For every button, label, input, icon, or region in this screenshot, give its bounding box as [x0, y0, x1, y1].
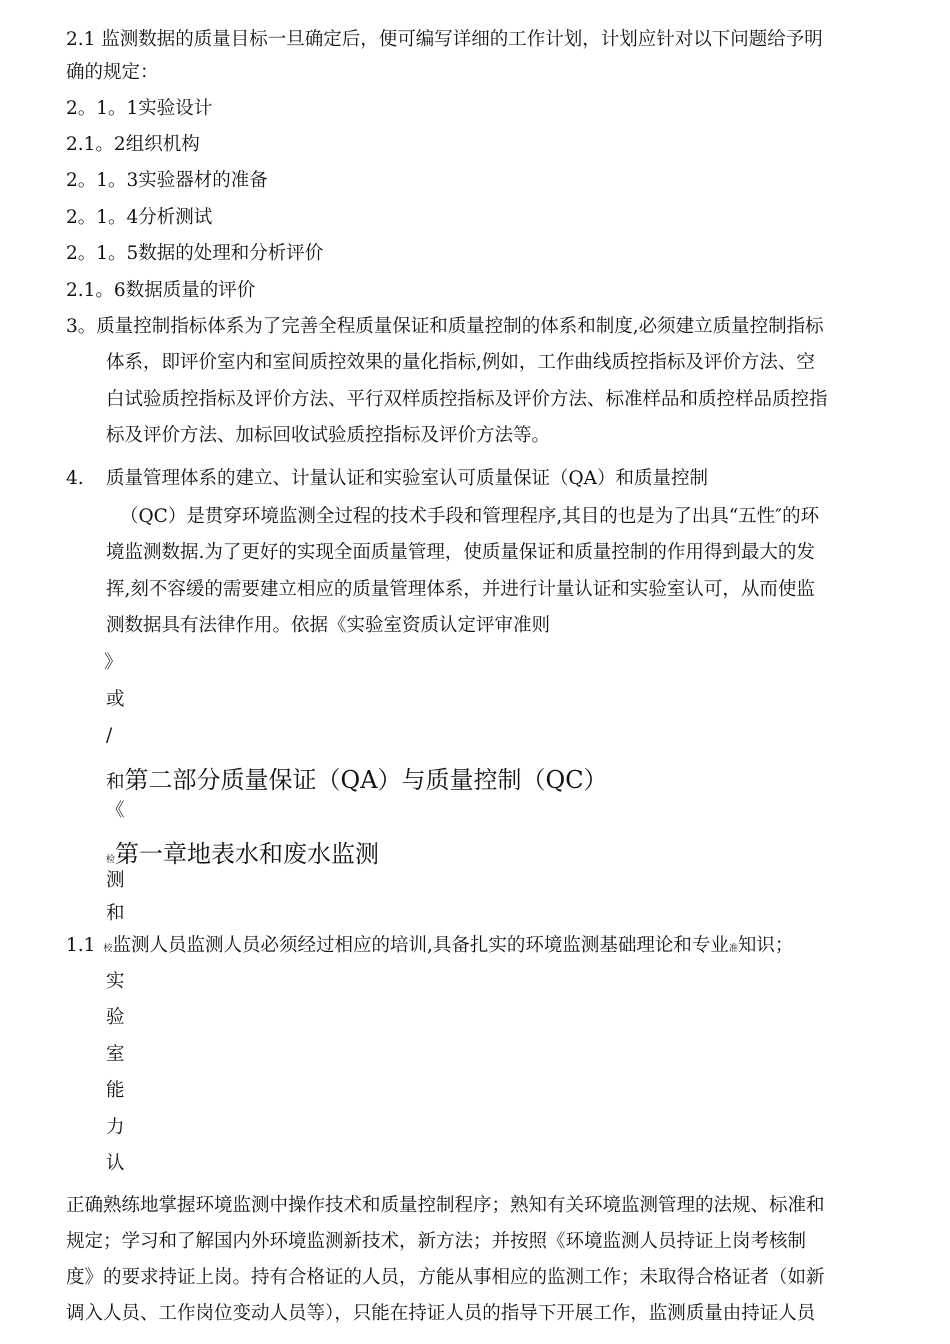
vertical-char-2: 验 [106, 1007, 125, 1028]
fragment-ce: 测 [106, 870, 125, 891]
sub-item-2-1-6: 2.1。6数据质量的评价 [66, 280, 256, 301]
fragment-or: 或 [106, 689, 125, 710]
para-4-line-1: 质量管理体系的建立、计量认证和实验室认可质量保证（QA）和质量控制 [106, 468, 709, 489]
para-2-1-line-2: 确的规定： [66, 62, 159, 83]
para-3-line-3: 白试验质控指标及评价方法、平行双样质控指标及评价方法、标准样品和质控样品质控指 [106, 389, 828, 410]
fragment-close-bracket: 》 [104, 652, 123, 673]
para-4-line-4: 挥,刻不容缓的需要建立相应的质量管理体系，并进行计量认证和实验室认可，从而使监 [106, 579, 815, 600]
sub-item-2-1-2: 2.1。2组织机构 [66, 134, 200, 155]
para-3-line-2: 体系，即评价室内和室间质控效果的量化指标,例如，工作曲线质控指标及评价方法、空 [106, 352, 815, 373]
sub-item-2-1-1: 2。1。1实验设计 [66, 98, 213, 119]
fragment-he: 和 [106, 772, 125, 793]
fragment-jian: 检 [106, 855, 116, 865]
para-4-line-3: 境监测数据.为了更好的实现全面质量管理，使质量保证和质量控制的作用得到最大的发 [106, 542, 815, 563]
sub-item-2-1-5: 2。1。5数据的处理和分析评价 [66, 243, 324, 264]
vertical-char-1: 实 [106, 971, 125, 992]
chapter-1-heading [106, 838, 379, 873]
part-2-title: 第二部分质量保证（QA）与质量控制（QC） [124, 766, 608, 794]
closing-para-line-4: 调入人员、工作岗位变动人员等），只能在持证人员的指导下开展工作，监测质量由持证人员 [66, 1303, 816, 1324]
vertical-char-3: 室 [106, 1044, 125, 1065]
fragment-zhun: 准 [728, 944, 738, 954]
para-4-line-5: 测数据具有法律作用。依据《实验室资质认定评审准则 [106, 615, 551, 636]
closing-para-line-2: 规定；学习和了解国内外环境监测新技术，新方法；并按照《环境监测人员持证上岗考核制 [66, 1231, 807, 1252]
vertical-char-5: 力 [106, 1117, 125, 1138]
fragment-he-2: 和 [106, 903, 125, 924]
fragment-open-bracket: 《 [106, 800, 125, 821]
para-4-line-2: （QC）是贯穿环境监测全过程的技术手段和管理程序,其目的也是为了出具“五性″的环 [120, 506, 820, 527]
para-1-1-text-a: 监测人员监测人员必须经过相应的培训,具备扎实的环境监测基础理论和专业 [112, 935, 729, 956]
fragment-jiao: 校 [103, 944, 113, 954]
fragment-slash: / [106, 725, 113, 746]
vertical-char-4: 能 [106, 1080, 125, 1101]
closing-para-line-1: 正确熟练地掌握环境监测中操作技术和质量控制程序；熟知有关环境监测管理的法规、标准和 [66, 1195, 825, 1216]
closing-para-line-3: 度》的要求持证上岗。持有合格证的人员，方能从事相应的监测工作；未取得合格证者（如新 [66, 1267, 825, 1288]
chapter-1-title: 第一章地表水和废水监测 [115, 840, 380, 868]
sub-item-2-1-3: 2。1。3实验器材的准备 [66, 170, 268, 191]
para-1-1-text-b: 知识； [737, 935, 794, 956]
sub-item-2-1-4: 2。1。4分析测试 [66, 207, 213, 228]
part-2-heading [106, 764, 608, 796]
vertical-char-6: 认 [106, 1153, 125, 1174]
para-3-line-1: 3。质量控制指标体系为了完善全程质量保证和质量控制的体系和制度,必须建立质量控制指标 [66, 316, 824, 337]
para-2-1-line-1: 2.1 监测数据的质量目标一旦确定后，便可编写详细的工作计划，计划应针对以下问题给予明 [66, 29, 823, 50]
para-3-line-4: 标及评价方法、加标回收试验质控指标及评价方法等。 [106, 425, 551, 446]
para-1-1-line [66, 933, 793, 962]
para-1-1-number: 1.1 [66, 935, 96, 956]
para-4-number: 4. [66, 468, 84, 489]
